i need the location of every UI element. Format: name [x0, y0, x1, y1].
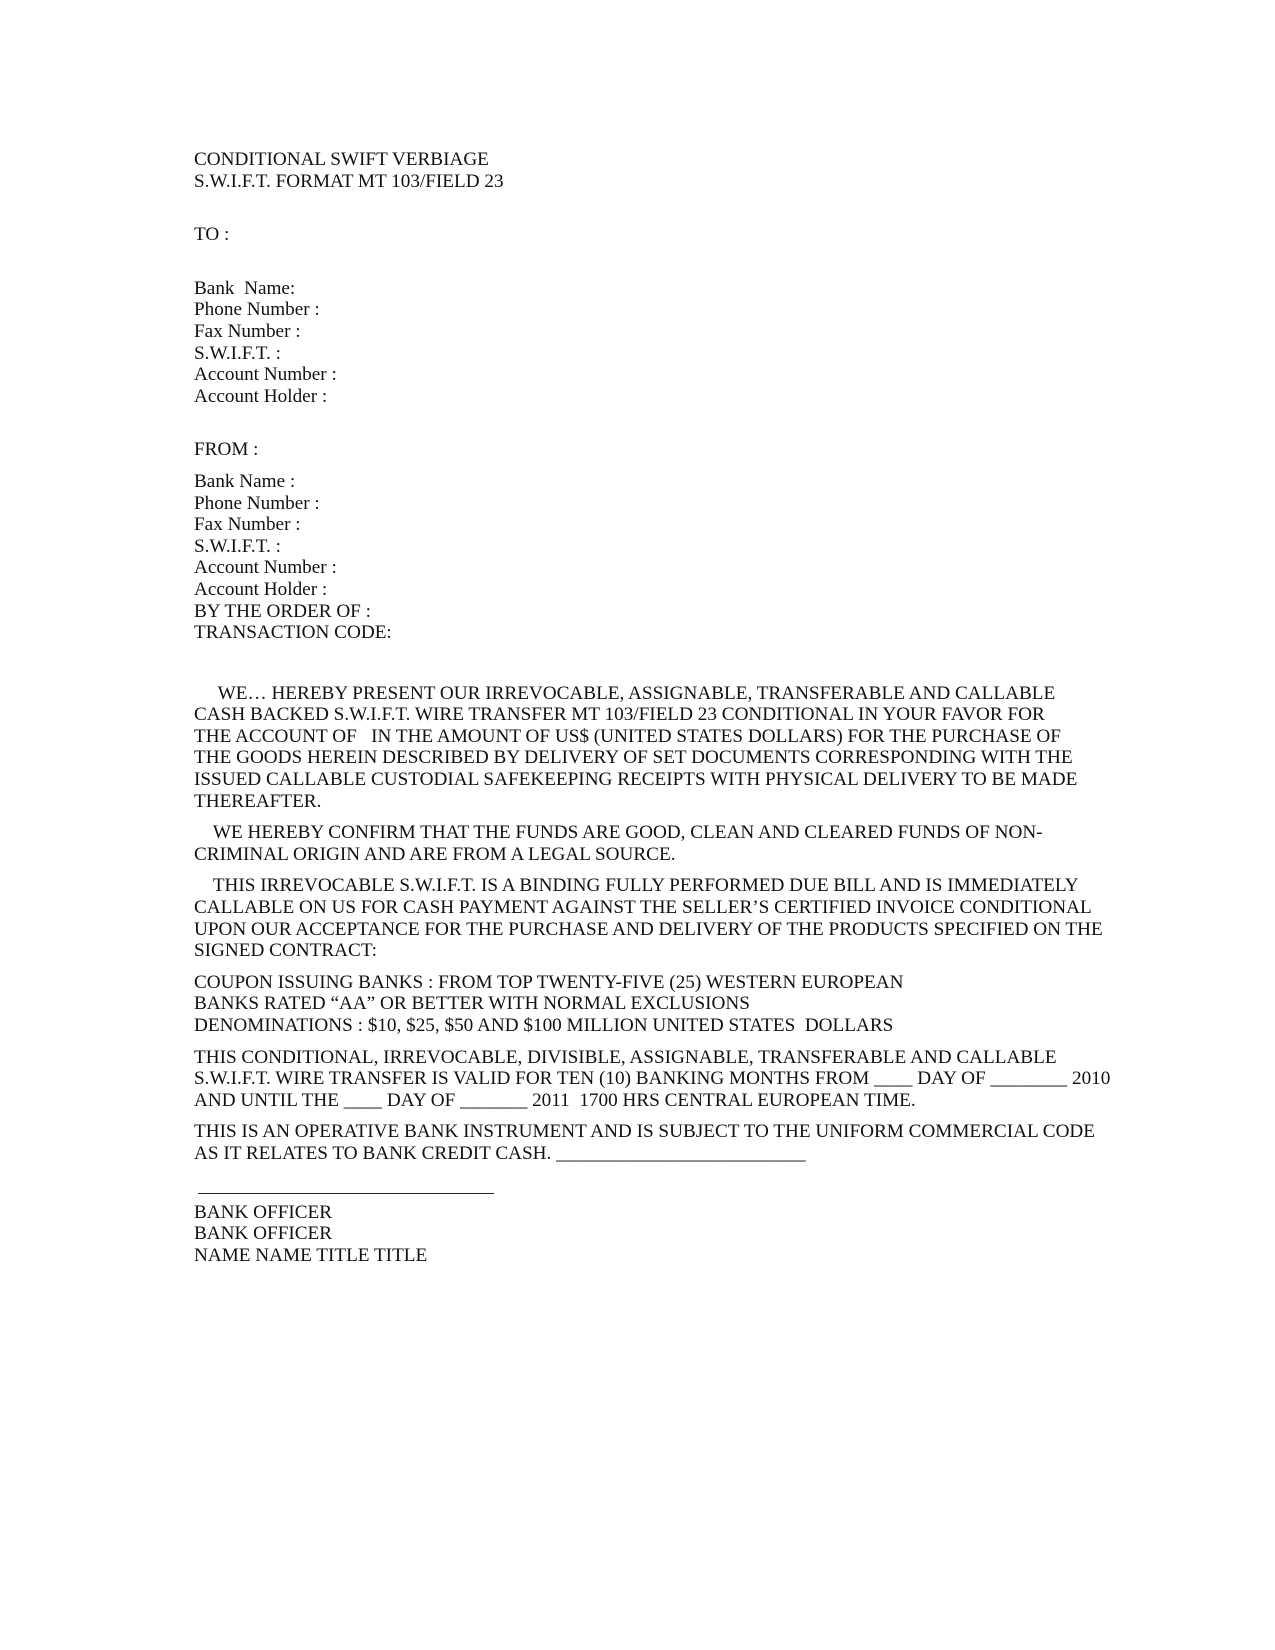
- paragraph-line: S.W.I.F.T. WIRE TRANSFER IS VALID FOR TEN (10) BANKING MONTHS FROM ____ DAY OF ________ 2010: [194, 1068, 1111, 1090]
- paragraph-presentation: [194, 683, 1154, 813]
- signature-bank-officer-1: BANK OFFICER: [194, 1201, 333, 1223]
- paragraph-due-bill: [194, 875, 1154, 961]
- to-field-bank-name: Bank Name:: [194, 277, 296, 299]
- paragraph-funds-confirmation: [194, 822, 1154, 865]
- paragraph-line: THE ACCOUNT OF IN THE AMOUNT OF US$ (UNITED STATES DOLLARS) FOR THE PURCHASE OF: [194, 725, 1061, 747]
- from-heading: FROM :: [194, 439, 259, 461]
- paragraph-line: COUPON ISSUING BANKS : FROM TOP TWENTY-FIVE (25) WESTERN EUROPEAN: [194, 971, 904, 993]
- from-field-account-holder: Account Holder :: [194, 578, 328, 600]
- paragraph-operative-instrument: [194, 1121, 1154, 1164]
- signature-name-title: NAME NAME TITLE TITLE: [194, 1244, 428, 1266]
- paragraph-line: CALLABLE ON US FOR CASH PAYMENT AGAINST THE SELLER’S CERTIFIED INVOICE CONDITIONAL: [194, 897, 1092, 919]
- paragraph-line: SIGNED CONTRACT:: [194, 940, 377, 962]
- paragraph-line: CRIMINAL ORIGIN AND ARE FROM A LEGAL SOURCE.: [194, 843, 676, 865]
- from-field-fax-number: Fax Number :: [194, 514, 301, 536]
- to-field-swift: S.W.I.F.T. :: [194, 342, 281, 364]
- signature-line: [198, 1193, 494, 1194]
- from-fields: [194, 471, 1154, 644]
- to-field-account-holder: Account Holder :: [194, 385, 328, 407]
- document-page: [194, 149, 1154, 1266]
- paragraph-line: AND UNTIL THE ____ DAY OF _______ 2011 1700 HRS CENTRAL EUROPEAN TIME.: [194, 1089, 916, 1111]
- paragraph-line: THE GOODS HEREIN DESCRIBED BY DELIVERY OF SET DOCUMENTS CORRESPONDING WITH THE: [194, 747, 1073, 769]
- paragraph-line: DENOMINATIONS : $10, $25, $50 AND $100 MILLION UNITED STATES DOLLARS: [194, 1015, 894, 1036]
- from-field-by-the-order-of: BY THE ORDER OF :: [194, 600, 371, 622]
- paragraph-line: AS IT RELATES TO BANK CREDIT CASH. __________________________: [194, 1142, 806, 1164]
- paragraph-line: THIS CONDITIONAL, IRREVOCABLE, DIVISIBLE, ASSIGNABLE, TRANSFERABLE AND CALLABLE: [194, 1046, 1057, 1068]
- body-text: [194, 683, 1154, 1165]
- paragraph-validity: [194, 1047, 1154, 1112]
- signature-block: [194, 1193, 1154, 1267]
- paragraph-line: CASH BACKED S.W.I.F.T. WIRE TRANSFER MT 103/FIELD 23 CONDITIONAL IN YOUR FAVOR FOR: [194, 704, 1045, 726]
- to-fields: [194, 278, 1154, 408]
- to-field-fax-number: Fax Number :: [194, 320, 301, 342]
- to-field-account-number: Account Number :: [194, 364, 337, 386]
- from-field-bank-name: Bank Name :: [194, 470, 296, 492]
- document-subtitle: S.W.I.F.T. FORMAT MT 103/FIELD 23: [194, 170, 504, 192]
- paragraph-line: ISSUED CALLABLE CUSTODIAL SAFEKEEPING RECEIPTS WITH PHYSICAL DELIVERY TO BE MADE: [194, 769, 1078, 791]
- from-field-transaction-code: TRANSACTION CODE:: [194, 622, 392, 644]
- to-field-phone-number: Phone Number :: [194, 299, 320, 321]
- from-field-account-number: Account Number :: [194, 557, 337, 579]
- paragraph-line: THIS IRREVOCABLE S.W.I.F.T. IS A BINDING FULLY PERFORMED DUE BILL AND IS IMMEDIATELY: [194, 875, 1079, 897]
- paragraph-line: BANKS RATED “AA” OR BETTER WITH NORMAL EXCLUSIONS: [194, 993, 750, 1015]
- document-title: CONDITIONAL SWIFT VERBIAGE: [194, 149, 489, 170]
- to-heading: TO :: [194, 224, 230, 246]
- from-field-phone-number: Phone Number :: [194, 492, 320, 514]
- paragraph-line: WE… HEREBY PRESENT OUR IRREVOCABLE, ASSIGNABLE, TRANSFERABLE AND CALLABLE: [194, 682, 1056, 704]
- from-field-swift: S.W.I.F.T. :: [194, 535, 281, 557]
- paragraph-coupon-banks: [194, 972, 1154, 1037]
- paragraph-line: THEREAFTER.: [194, 790, 322, 812]
- paragraph-line: THIS IS AN OPERATIVE BANK INSTRUMENT AND IS SUBJECT TO THE UNIFORM COMMERCIAL CODE: [194, 1121, 1096, 1143]
- paragraph-line: UPON OUR ACCEPTANCE FOR THE PURCHASE AND DELIVERY OF THE PRODUCTS SPECIFIED ON THE: [194, 918, 1103, 940]
- signature-bank-officer-2: BANK OFFICER: [194, 1223, 333, 1245]
- paragraph-line: WE HEREBY CONFIRM THAT THE FUNDS ARE GOOD, CLEAN AND CLEARED FUNDS OF NON-: [194, 822, 1043, 844]
